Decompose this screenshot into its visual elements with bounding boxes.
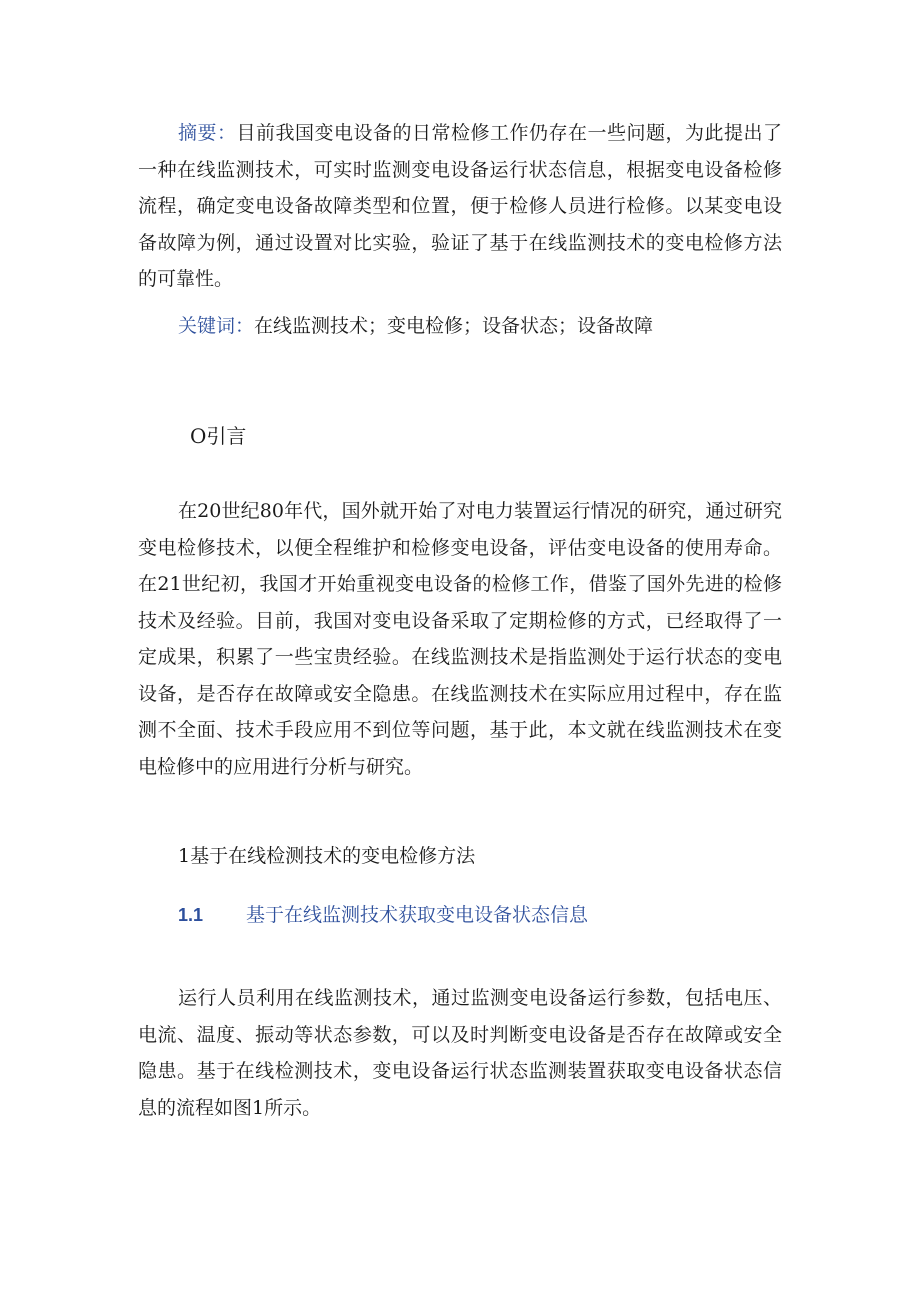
abstract-paragraph [138, 115, 782, 298]
intro-heading: O引言 [190, 424, 247, 448]
section-1-1-number: 1.1 [178, 905, 204, 925]
section-1-1-title: 基于在线监测技术获取变电设备状态信息 [246, 904, 589, 926]
section-1-1-paragraph: 运行人员利用在线监测技术，通过监测变电设备运行参数，包括电压、电流、温度、振动等状态参数，可以及时判断变电设备是否存在故障或安全隐患。基于在线检测技术，变电设备运行状态监测装置获取变电设备状态信息的流程如图1所示。 [138, 987, 782, 1119]
keywords-line [178, 308, 653, 344]
section-1-heading: 1基于在线检测技术的变电检修方法 [178, 845, 476, 867]
abstract-text: 目前我国变电设备的日常检修工作仍存在一些问题，为此提出了一种在线监测技术，可实时监测变电设备运行状态信息，根据变电设备检修流程，确定变电设备故障类型和位置，便于检修人员进行检修。以某变电设备故障为例，通过设置对比实验，验证了基于在线监测技术的变电检修方法的可靠性。 [138, 122, 782, 290]
keywords-label: 关键词： [178, 315, 255, 337]
section-1-1-heading [178, 897, 588, 933]
abstract-label: 摘要： [178, 122, 237, 144]
keywords-text: 在线监测技术；变电检修；设备状态；设备故障 [254, 315, 654, 337]
intro-paragraph: 在20世纪80年代，国外就开始了对电力装置运行情况的研究，通过研究变电检修技术，以便全程维护和检修变电设备，评估变电设备的使用寿命。在21世纪初，我国才开始重视变电设备的检修工作，借鉴了国外先进的检修技术及经验。目前，我国对变电设备采取了定期检修的方式，已经取得了一定成果，积累了一些宝贵经验。在线监测技术是指监测处于运行状态的变电设备，是否存在故障或安全隐患。在线监测技术在实际应用过程中，存在监测不全面、技术手段应用不到位等问题，基于此，本文就在线监测技术在变电检修中的应用进行分析与研究。 [138, 500, 782, 778]
